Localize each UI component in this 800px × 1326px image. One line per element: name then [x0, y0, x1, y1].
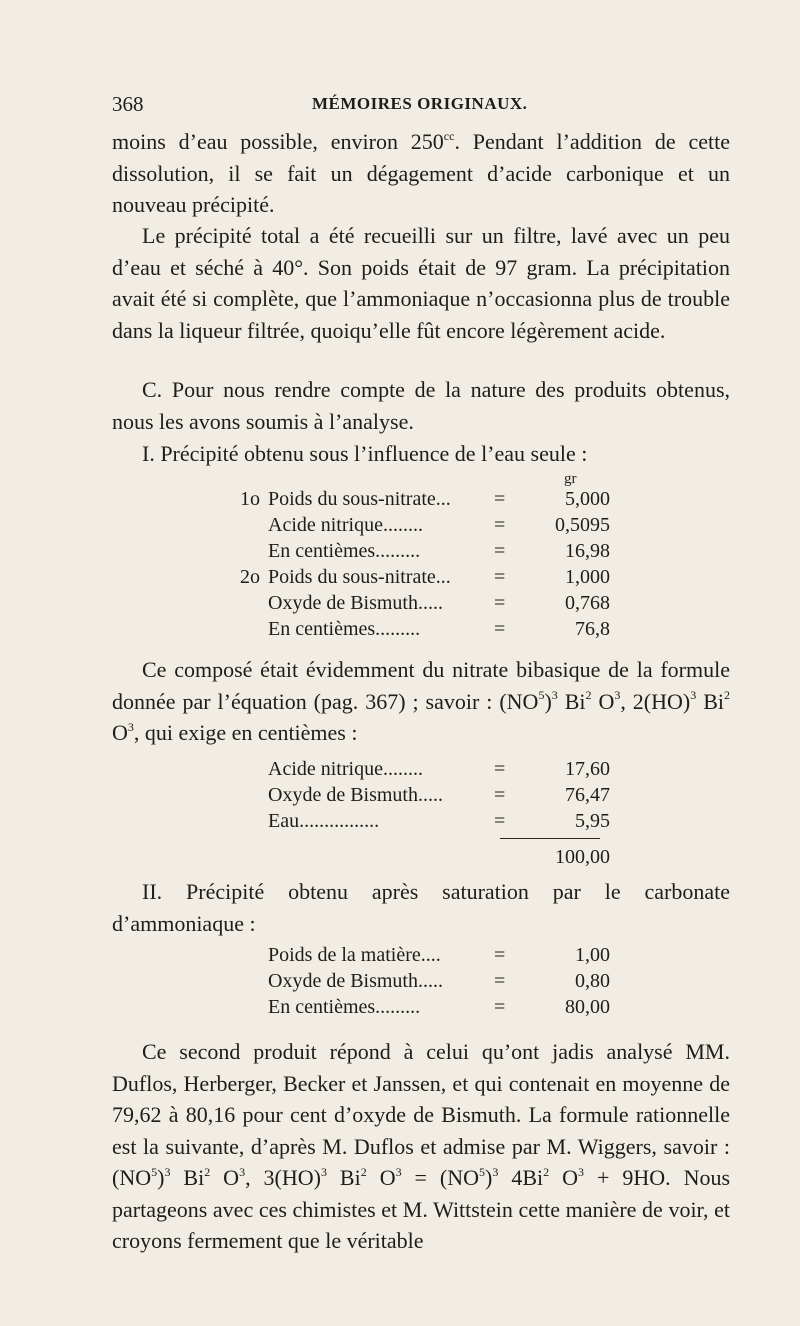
- paragraph-2: [112, 220, 730, 346]
- paragraph-5-text: Ce second produit répond à celui qu’ont jadis analysé MM. Duflos, Herberger, Becker et Janssen, et qui contenait en moyenne de 79,62 à 80,16 pour cent d’oxyde de Bismuth. La formule rationnelle est la suivante, d’après M. Duflos et admise par M. Wiggers, savoir : $(NO^5)^3$ Bi$^2$ $O^3$, 3(HO)$^3$ Bi$^2$ $O^3 = (NO^5)^3$ 4Bi$^2$ $O^3 + 9HO$. Nous partageons avec ces chimistes et M. Wittstein cette manière de voir, et croyons fermement que le véritable: [112, 1039, 731, 1253]
- paragraph-4-text: Ce composé était évidemment du nitrate bibasique de la formule donnée par l’équation (pag. 367) ; savoir : $(NO^5)^3$ Bi$^2$ $O^3$, 2(HO)$^3$ Bi$^2$ $O^3$, qui exige en centièmes :: [112, 657, 730, 745]
- paragraph-1-text: moins d’eau possible, environ $250^{cc}$. Pendant l’addition de cette dissolution, il se fait un dégagement d’acide carbonique et un nouveau précipité.: [112, 128, 730, 217]
- paragraph-5: [112, 1036, 730, 1257]
- running-title: MÉMOIRES ORIGINAUX.: [312, 94, 528, 113]
- sum-rule: [500, 838, 600, 839]
- page-header: [112, 92, 732, 122]
- page-number: 368: [112, 92, 144, 116]
- paragraph-3: [112, 374, 730, 437]
- paragraph-4: [112, 654, 730, 749]
- section-1-heading: I. Précipité obtenu sous l’influence de l’eau seule :: [142, 441, 588, 466]
- paragraph-1: [112, 126, 730, 221]
- paragraph-3-text: C. Pour nous rendre compte de la nature des produits obtenus, nous les avons soumis à l’analyse.: [112, 377, 730, 434]
- unit-label: gr: [564, 471, 577, 487]
- page: 368 MÉMOIRES ORIGINAUX. moins d’eau possible, environ $250^{cc}$. Pendant l’addition de cette dissolution, il se fait un dégagement d’acide carbonique et un nouveau précipité. Le précipité total a été recueilli sur un filtre, lavé avec un peu d’eau et séché à 40°. Son poids était de 97 gram. La précipitation avait été si complète, que l’ammoniaque n’occasionna plus de trouble dans la liqueur filtrée, quoiqu’elle fût encore légèrement acide. C. Pour nous rendre compte de la nature des produits obtenus, nous les avons soumis à l’analyse. I. Précipité obtenu sous l’influence de l’eau seule : gr 1o Poids du sous-nitrate... = 5,000 Acide nitrique........ = 0,5095 En centièmes......... = 16,98 2o Poids du sous-nitrate... = 1,000 Oxyde de Bismuth..... = 0,768 En centièmes......... = 76,8 Ce composé était évidemment du nitrate bibasique de la formule donnée par l’équation (pag. 367) ; savoir : $(NO^5)^3$ Bi$^2$ $O^3$, 2(HO)$^3$ Bi$^2$ $O^3$, qui exige en centièmes : Acide nitrique........ = 17,60 Oxyde de Bismuth..... = 76,47 Eau................ = 5,95 100,00 II. Précipité obtenu après saturation par le carbonate d’ammoniaque : Poids de la matière.... = 1,00 Oxyde de Bismuth..... = 0,80 En centièmes......... = 80,00 Ce second produit répond à celui qu’ont jadis analysé MM. Duflos, Herberger, Becker et Janssen, et qui contenait en moyenne de 79,62 à 80,16 pour cent d’oxyde de Bismuth. La formule rationnelle est la suivante, d’après M. Duflos et admise par M. Wiggers, savoir : $(NO^5)^3$ Bi$^2$ $O^3$, 3(HO)$^3$ Bi$^2$ $O^3 = (NO^5)^3$ 4Bi$^2$ $O^3 + 9HO$. Nous partageons avec ces chimistes et M. Wittstein cette manière de voir, et croyons fermement que le véritable: [0, 0, 800, 1326]
- table-total: 100,00: [555, 846, 610, 868]
- paragraph-2-text: Le précipité total a été recueilli sur un filtre, lavé avec un peu d’eau et séché à 40°. Son poids était de 97 gram. La précipitation avait été si complète, que l’ammoniaque n’occasionna plus de trouble dans la liqueur filtrée, quoiqu’elle fût encore légèrement acide.: [112, 223, 730, 343]
- section-2-heading: II. Précipité obtenu après saturation par le carbonate d’ammoniaque :: [112, 879, 730, 936]
